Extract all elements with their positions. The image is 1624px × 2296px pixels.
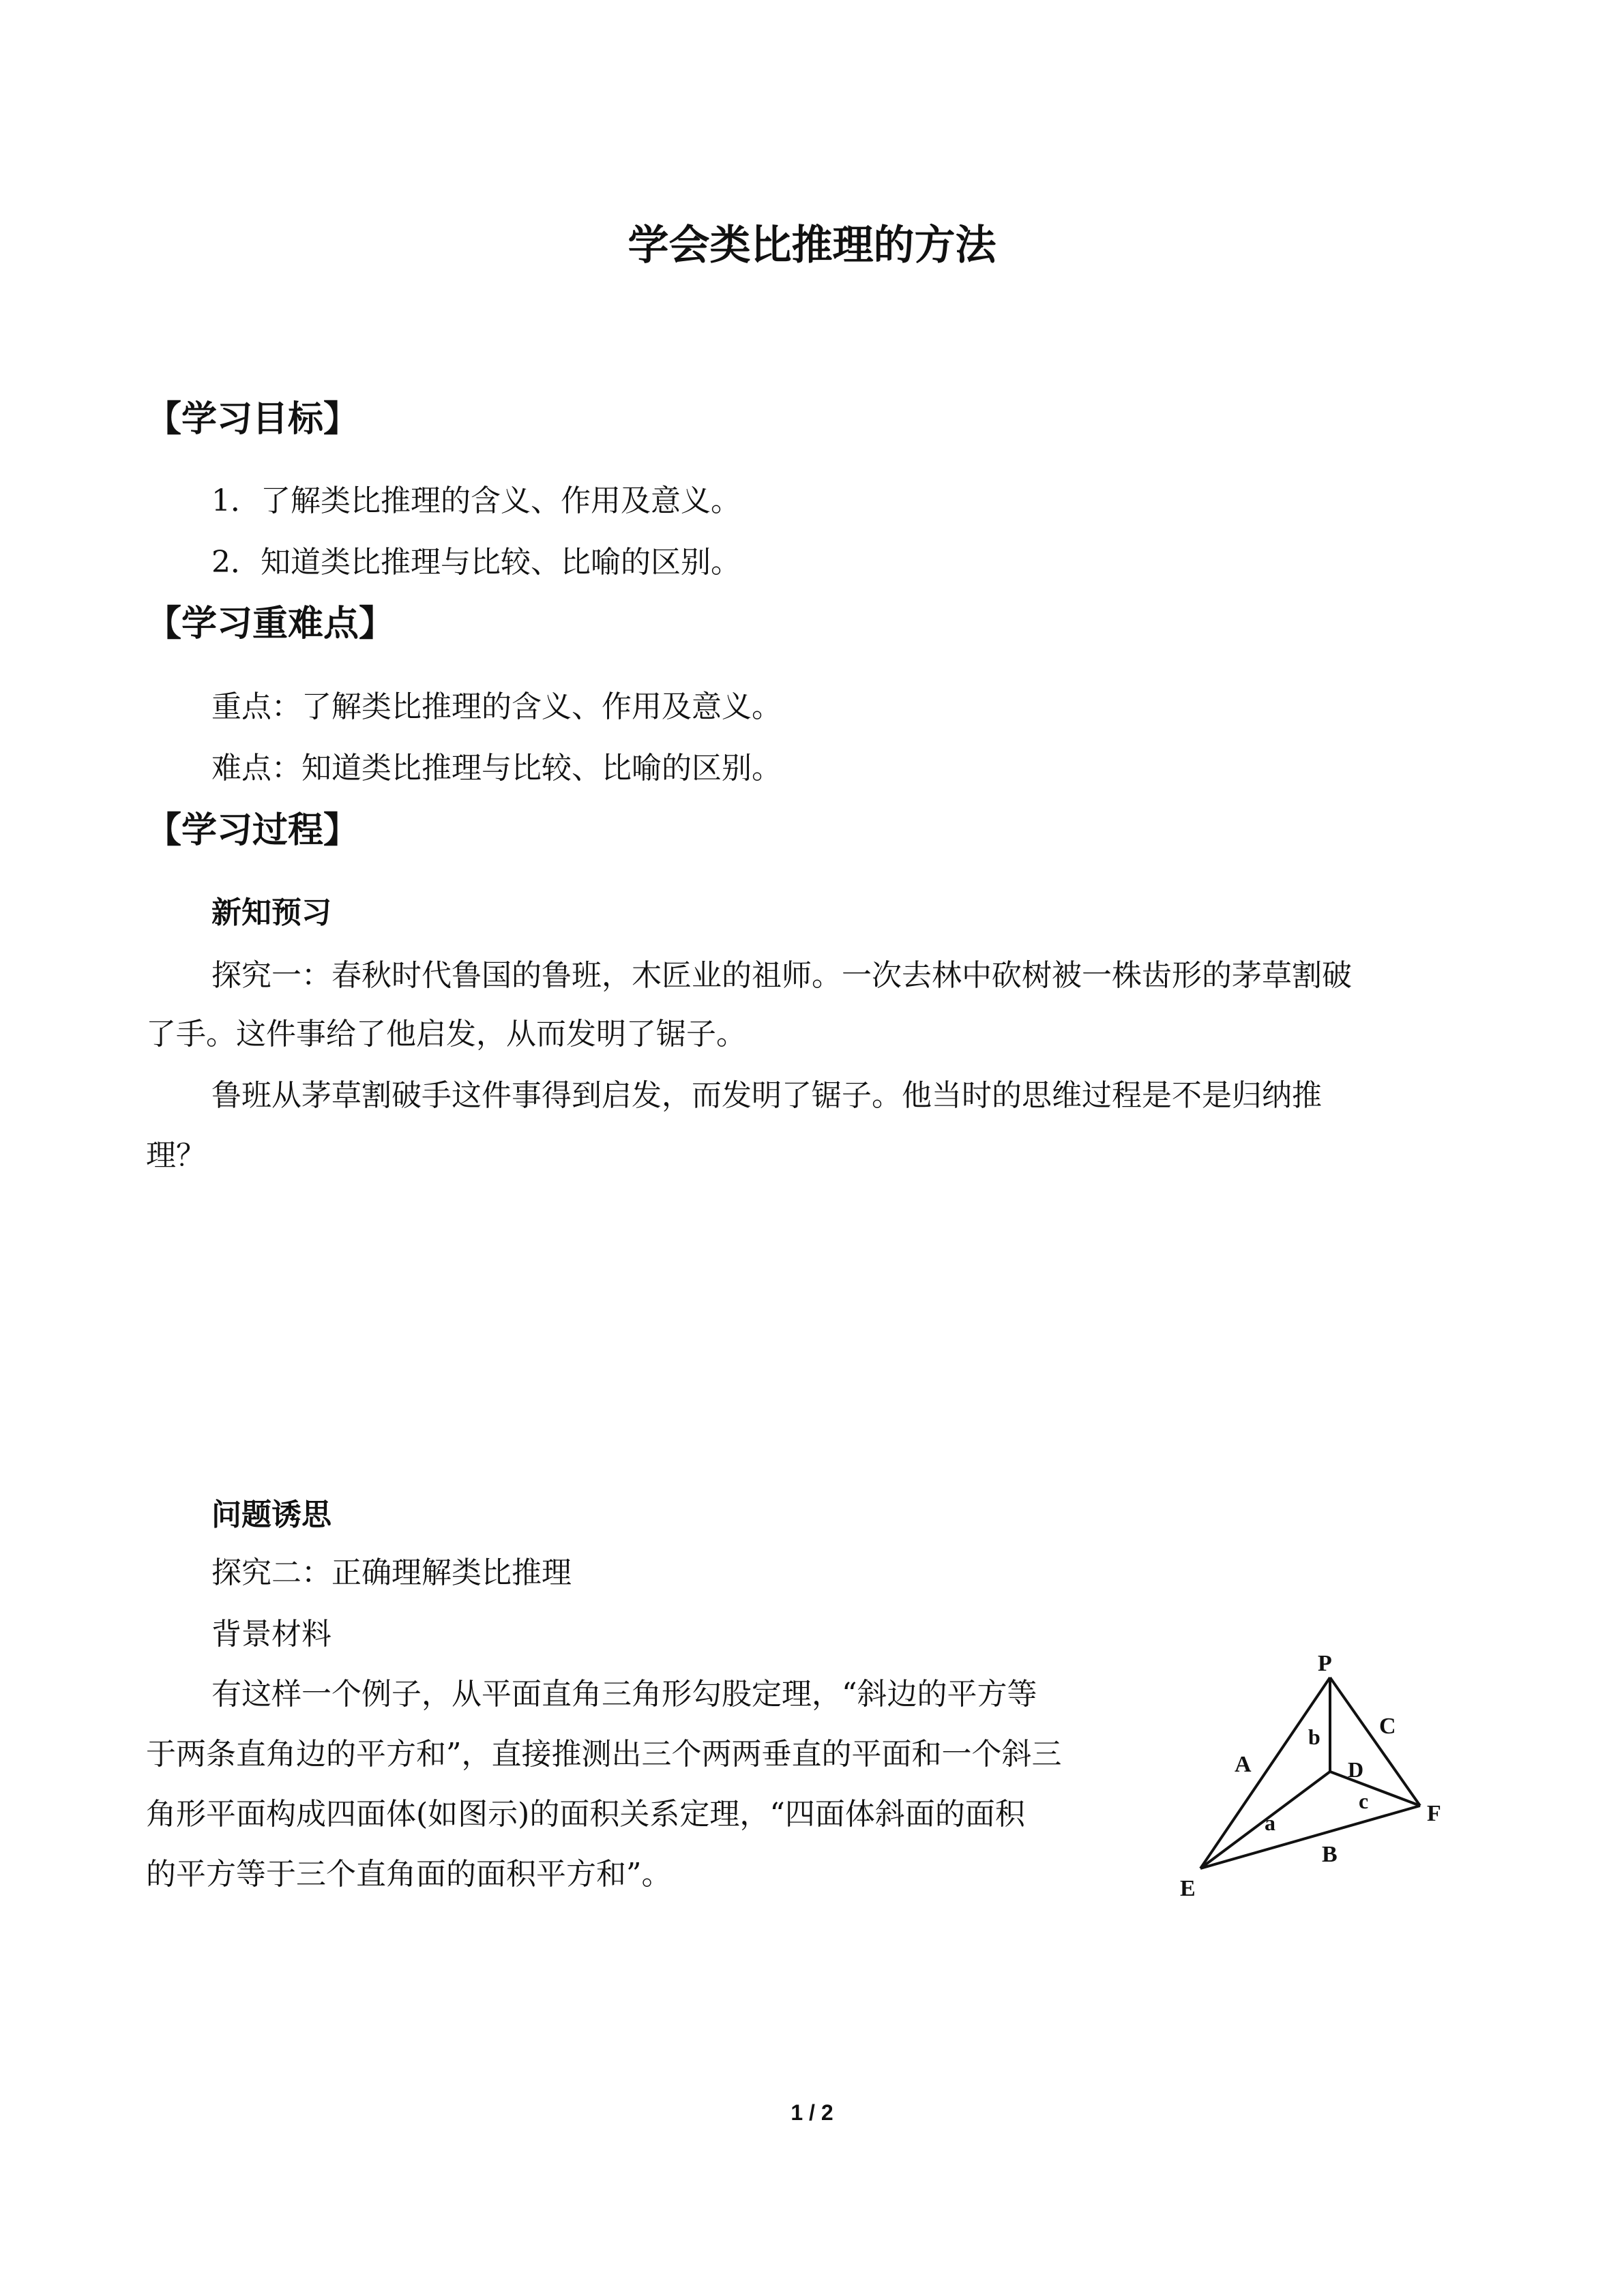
edge-ef bbox=[1200, 1806, 1420, 1868]
label-e: E bbox=[1180, 1876, 1196, 1901]
background-line-4: 的平方等于三个直角面的面积平方和”。 bbox=[146, 1857, 672, 1892]
label-a-edge: a bbox=[1265, 1810, 1275, 1835]
label-p: P bbox=[1318, 1651, 1332, 1676]
page-title: 学会类比推理的方法 bbox=[628, 222, 996, 269]
background-line-3: 角形平面构成四面体(如图示)的面积关系定理，“四面体斜面的面积 bbox=[146, 1797, 1025, 1832]
explore1-line-2: 了手。这件事给了他启发，从而发明了锯子。 bbox=[146, 1017, 746, 1052]
label-a-face: A bbox=[1235, 1752, 1252, 1777]
label-d: D bbox=[1348, 1757, 1364, 1782]
preview-subheading: 新知预习 bbox=[211, 895, 331, 930]
key-point-item-2: 难点：知道类比推理与比较、比喻的区别。 bbox=[211, 751, 782, 786]
label-f: F bbox=[1427, 1801, 1441, 1826]
tetrahedron-figure bbox=[1160, 1637, 1473, 1909]
explore1-para2-line-2: 理？ bbox=[146, 1138, 206, 1173]
label-c: C bbox=[1379, 1714, 1396, 1739]
explore1-line-1: 探究一：春秋时代鲁国的鲁班，木匠业的祖师。一次去林中砍树被一株齿形的茅草割破 bbox=[211, 958, 1352, 993]
objective-item-1: 1．了解类比推理的含义、作用及意义。 bbox=[211, 483, 741, 518]
edge-pe bbox=[1200, 1678, 1330, 1868]
background-line-1: 有这样一个例子，从平面直角三角形勾股定理，“斜边的平方等 bbox=[211, 1677, 1037, 1712]
explore2-line: 探究二：正确理解类比推理 bbox=[211, 1555, 572, 1590]
label-b-edge: b bbox=[1308, 1725, 1320, 1749]
edge-pf bbox=[1330, 1678, 1420, 1806]
label-c-edge: c bbox=[1359, 1789, 1369, 1813]
background-line-2: 于两条直角边的平方和”，直接推测出三个两两垂直的平面和一个斜三 bbox=[146, 1737, 1062, 1772]
process-heading: 【学习过程】 bbox=[146, 810, 359, 851]
page-number: 1 / 2 bbox=[791, 2100, 833, 2125]
objectives-heading: 【学习目标】 bbox=[146, 399, 359, 440]
explore1-para2-line-1: 鲁班从茅草割破手这件事得到启发，而发明了锯子。他当时的思维过程是不是归纳推 bbox=[211, 1078, 1322, 1113]
key-points-heading: 【学习重难点】 bbox=[146, 603, 395, 644]
label-b-face: B bbox=[1322, 1842, 1338, 1867]
background-label: 背景材料 bbox=[211, 1617, 331, 1652]
key-point-item-1: 重点：了解类比推理的含义、作用及意义。 bbox=[211, 689, 782, 724]
objective-item-2: 2．知道类比推理与比较、比喻的区别。 bbox=[211, 545, 741, 580]
inquiry-subheading: 问题诱思 bbox=[211, 1497, 331, 1532]
